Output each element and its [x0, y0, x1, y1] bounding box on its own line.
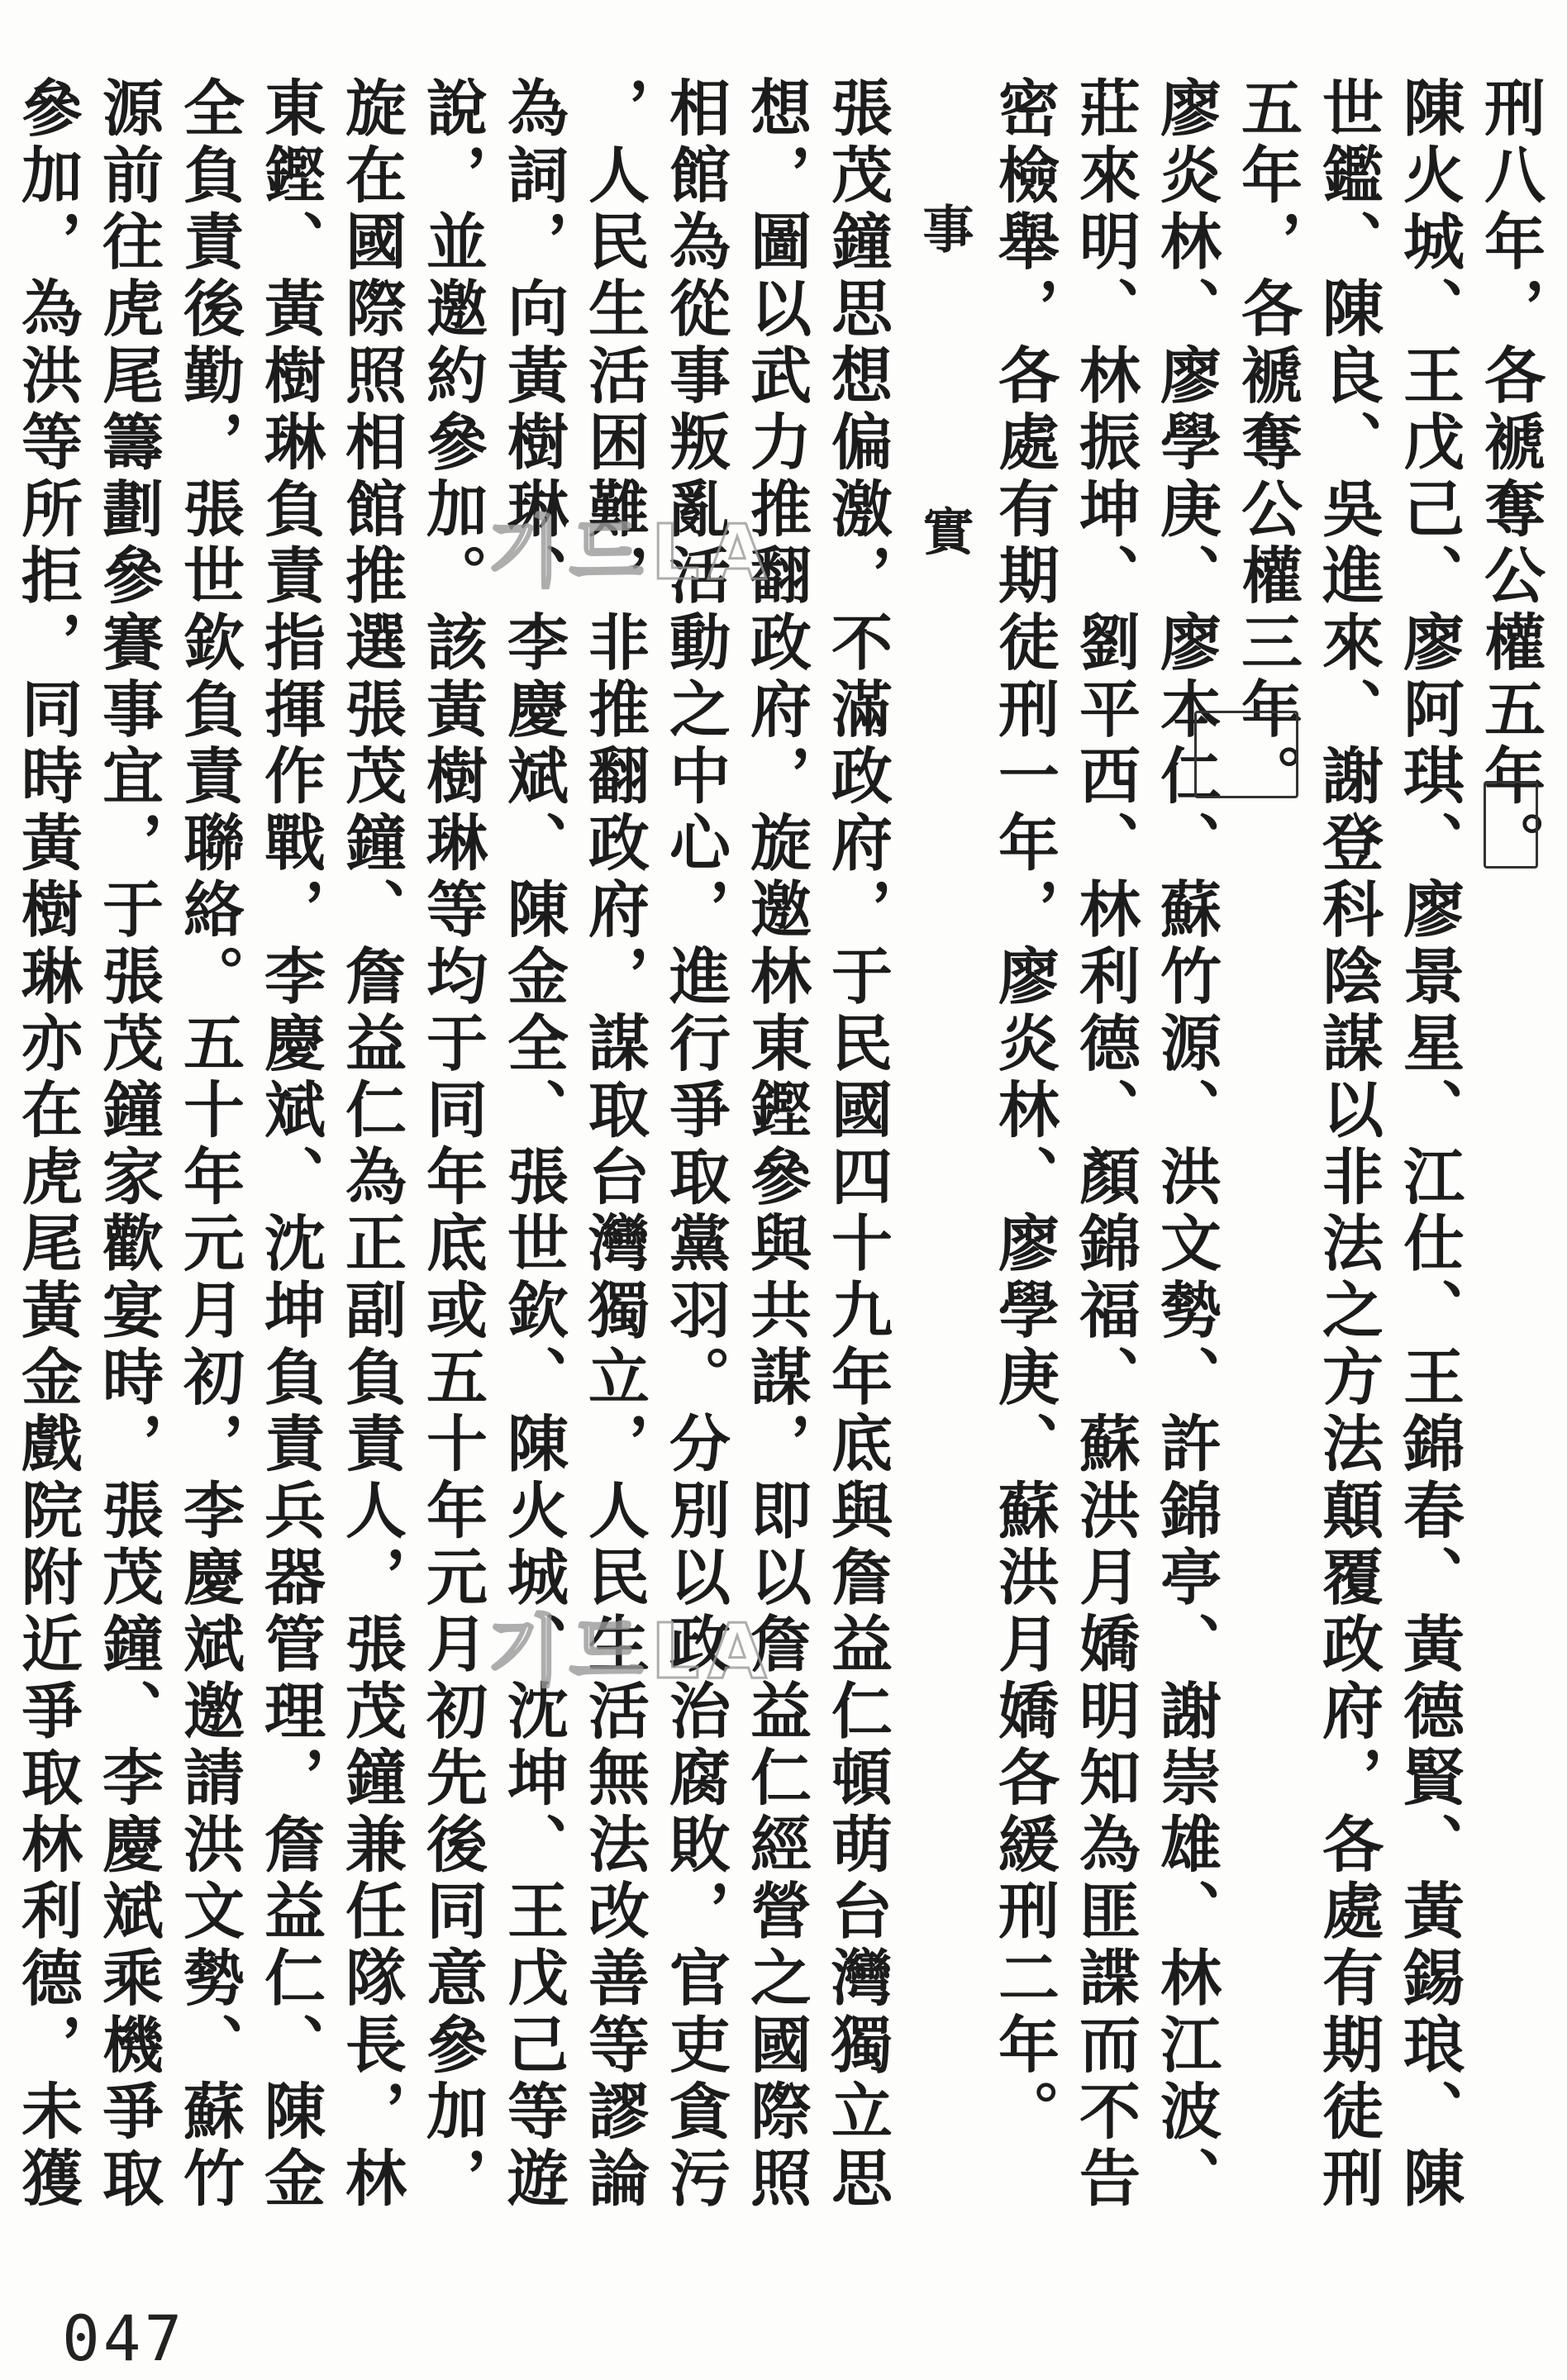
- seal-stamp: [1484, 781, 1538, 869]
- text-column-6: 莊來明、林振坤、劉平西、林利德、顏錦福、蘇洪月嬌明知為匪諜而不告: [1069, 76, 1141, 2213]
- page-number: 047: [62, 2301, 186, 2375]
- text-column-16: 全負責後勤，張世欽負責聯絡。五十年元月初，李慶斌邀請洪文勢、蘇竹: [174, 76, 245, 2213]
- watermark-text: 기드LA: [488, 508, 775, 597]
- seal-stamp: [1194, 711, 1298, 798]
- text-column-10: 相館為從事叛亂活動之中心，進行爭取黨羽。分別以政治腐敗，官吏貪污: [660, 76, 731, 2213]
- text-column-17: 源前往虎尾籌劃參賽事宜，于張茂鐘家歡宴時，張茂鐘、李慶斌乘機爭取: [93, 76, 164, 2213]
- text-column-2: 陳火城、王戊己、廖阿琪、廖景星、江仕、王錦春、黃德賢、黃錫琅、陳: [1393, 76, 1465, 2213]
- text-column-7: 密檢舉，各處有期徒刑一年，廖炎林、廖學庚、蘇洪月嬌各緩刑二年。: [988, 76, 1060, 2146]
- text-column-11: ，人民生活困難，非推翻政府，謀取台灣獨立，人民生活無法改善等謬論: [579, 76, 650, 2213]
- text-column-13: 說，並邀約參加。該黃樹琳等均于同年底或五十年元月初先後同意參加，: [417, 76, 488, 2213]
- watermark-text: 기드LA: [488, 1607, 775, 1696]
- text-column-15: 東鏗、黃樹琳負責指揮作戰，李慶斌、沈坤負責兵器管理，詹益仁、陳金: [255, 76, 326, 2213]
- text-column-4: 五年，各褫奪公權三年。: [1231, 76, 1303, 811]
- text-column-14: 旋在國際照相館推選張茂鐘、詹益仁為正副負責人，張茂鐘兼任隊長，林: [336, 76, 407, 2213]
- text-column-5: 廖炎林、廖學庚、廖本仁、蘇竹源、洪文勢、許錦亭、謝崇雄、林江波、: [1150, 76, 1222, 2213]
- text-column-9: 想，圖以武力推翻政府，旋邀林東鏗參與共謀，即以詹益仁經營之國際照: [741, 76, 812, 2213]
- text-column-18: 參加，為洪等所拒，同時黃樹琳亦在虎尾黃金戲院附近爭取林利德，未獲: [12, 76, 83, 2213]
- text-column-8: 張茂鐘思想偏激，不滿政府，于民國四十九年底與詹益仁頓萌台灣獨立思: [822, 76, 893, 2213]
- section-heading: 事 實: [914, 202, 974, 606]
- text-column-12: 為詞，向黃樹琳、李慶斌、陳金全、張世欽、陳火城、沈坤、王戊己等遊: [498, 76, 569, 2213]
- text-column-1: 刑八年，各褫奪公權五年。: [1474, 76, 1546, 878]
- text-column-3: 世鑑、陳良、吳進來、謝登科陰謀以非法之方法顛覆政府，各處有期徒刑: [1312, 76, 1384, 2213]
